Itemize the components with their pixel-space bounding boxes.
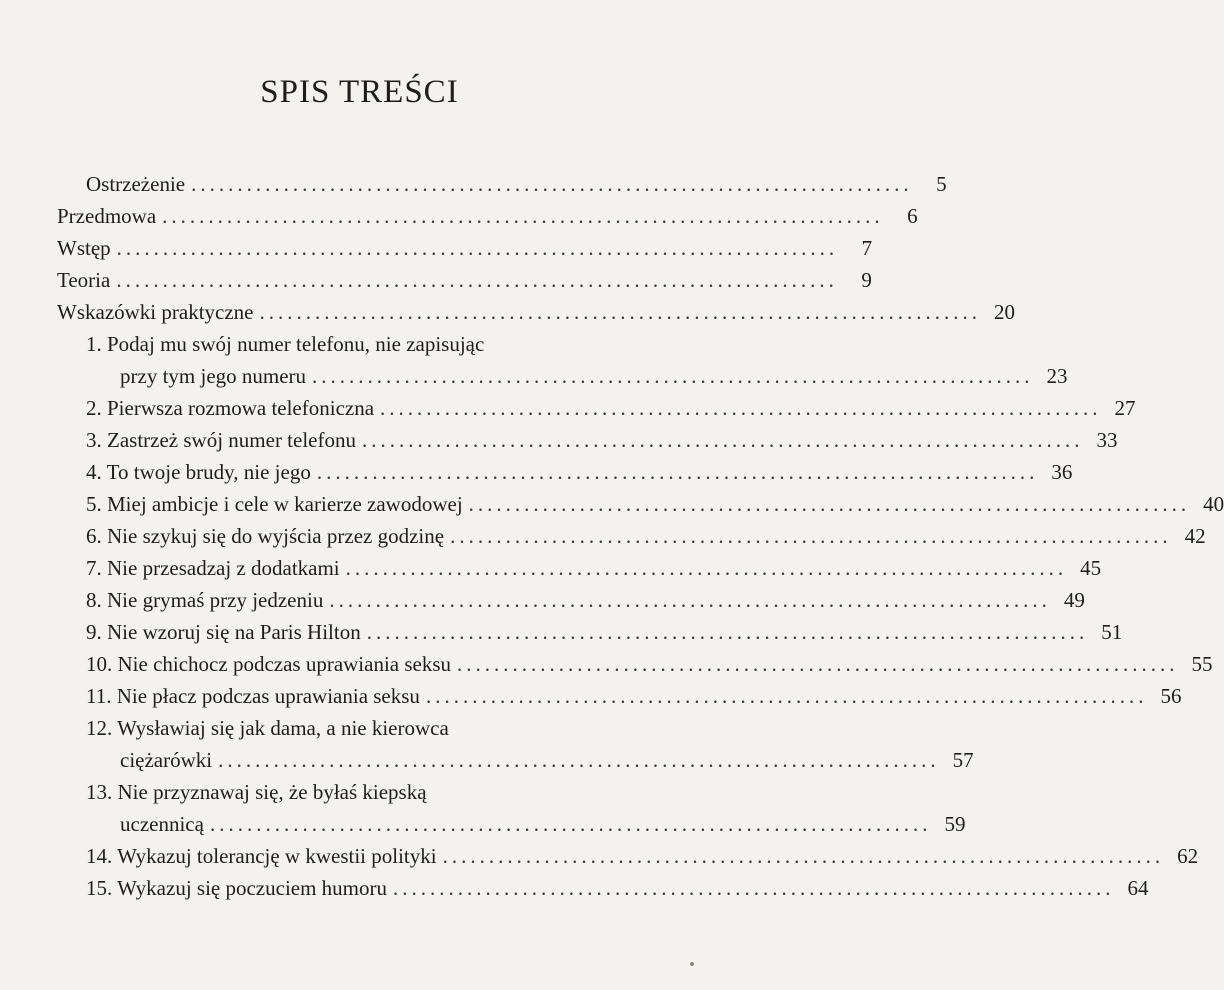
toc-entry — [57, 456, 1073, 488]
toc-entry-label-line1: 1. Podaj mu swój numer telefonu, nie zapisując — [86, 332, 485, 356]
dot-leader: .............................................................................. — [380, 396, 1102, 420]
dot-leader: .............................................................................. — [191, 172, 913, 196]
toc-entry — [57, 424, 1118, 456]
toc-entry-label: 2. Pierwsza rozmowa telefoniczna — [86, 396, 375, 420]
toc-entry-label: Przedmowa — [57, 204, 157, 228]
toc-entry-label-line2: uczennicą — [120, 812, 204, 836]
toc-entry — [57, 616, 1123, 648]
toc-entry-label: 8. Nie grymaś przy jedzeniu — [86, 588, 324, 612]
dot-leader: .............................................................................. — [329, 588, 1051, 612]
toc-entry-page: 33 — [1096, 428, 1118, 452]
toc-entry — [57, 392, 1136, 424]
toc-entry-label: 5. Miej ambicje i cele w karierze zawodowej — [86, 492, 463, 516]
dot-leader: .............................................................................. — [393, 876, 1115, 900]
toc-entry-label: 7. Nie przesadzaj z dodatkami — [86, 556, 340, 580]
toc-entry-page: 23 — [1046, 364, 1068, 388]
toc-entry — [57, 680, 1182, 712]
dot-leader: .............................................................................. — [259, 300, 981, 324]
dot-leader: .............................................................................. — [362, 428, 1084, 452]
table-of-contents — [57, 168, 1224, 904]
toc-entry-page: 62 — [1177, 844, 1199, 868]
toc-entry-page: 57 — [952, 748, 974, 772]
toc-entry — [57, 648, 1213, 680]
toc-entry-label-line1: 13. Nie przyznawaj się, że byłaś kiepską — [86, 780, 427, 804]
toc-entry — [57, 808, 966, 840]
paper-speck — [690, 962, 694, 966]
dot-leader: .............................................................................. — [366, 620, 1089, 644]
toc-entry — [57, 872, 1149, 904]
dot-leader: .............................................................................. — [316, 460, 1039, 484]
toc-entry-page: 36 — [1051, 460, 1073, 484]
dot-leader: .............................................................................. — [218, 748, 940, 772]
toc-entry-label: 3. Zastrzeż swój numer telefonu — [86, 428, 356, 452]
toc-entry-page: 6 — [907, 204, 918, 228]
toc-entry — [57, 168, 947, 200]
toc-entry-page: 42 — [1184, 524, 1206, 548]
toc-entry — [57, 584, 1085, 616]
toc-entry — [57, 744, 974, 776]
toc-entry-page: 45 — [1080, 556, 1102, 580]
toc-entry-label: 10. Nie chichocz podczas uprawiania seksu — [86, 652, 452, 676]
toc-entry-label: 4. To twoje brudy, nie jego — [86, 460, 311, 484]
toc-entry-label: 11. Nie płacz podczas uprawiania seksu — [86, 684, 420, 708]
toc-entry-label: 14. Wykazuj tolerancję w kwestii polityki — [86, 844, 437, 868]
toc-entry-page: 5 — [936, 172, 947, 196]
dot-leader: .............................................................................. — [345, 556, 1068, 580]
toc-entry-page: 49 — [1063, 588, 1085, 612]
dot-leader: .............................................................................. — [457, 652, 1179, 676]
toc-entry — [57, 488, 1224, 520]
toc-entry — [57, 264, 872, 296]
toc-entry-page: 55 — [1191, 652, 1213, 676]
toc-entry-label: 15. Wykazuj się poczuciem humoru — [86, 876, 388, 900]
toc-entry — [57, 552, 1102, 584]
toc-entry — [57, 840, 1199, 872]
toc-entry-page: 40 — [1203, 492, 1224, 516]
toc-entry — [57, 360, 1068, 392]
dot-leader: .............................................................................. — [162, 204, 884, 228]
dot-leader: .............................................................................. — [450, 524, 1172, 548]
toc-entry — [57, 232, 873, 264]
toc-entry-label: Ostrzeżenie — [86, 172, 186, 196]
dot-leader: .............................................................................. — [468, 492, 1191, 516]
dot-leader: .............................................................................. — [116, 236, 839, 260]
toc-entry-page: 7 — [861, 236, 873, 260]
toc-entry-page: 9 — [861, 268, 872, 292]
toc-entry-label: Teoria — [57, 268, 111, 292]
toc-entry-label-line2: ciężarówki — [120, 748, 213, 772]
toc-entry-page: 27 — [1114, 396, 1136, 420]
toc-entry-label: 9. Nie wzoruj się na Paris Hilton — [86, 620, 361, 644]
dot-leader: .............................................................................. — [425, 684, 1148, 708]
toc-entry-label: Wstęp — [57, 236, 111, 260]
toc-entry — [57, 520, 1206, 552]
toc-entry-label: 6. Nie szykuj się do wyjścia przez godzinę — [86, 524, 445, 548]
toc-entry-label: Wskazówki praktyczne — [57, 300, 254, 324]
toc-entry-page: 64 — [1127, 876, 1149, 900]
toc-entry-page: 56 — [1160, 684, 1182, 708]
dot-leader: .............................................................................. — [209, 812, 932, 836]
toc-entry-label-line2: przy tym jego numeru — [120, 364, 307, 388]
dot-leader: .............................................................................. — [442, 844, 1165, 868]
toc-entry-page: 20 — [994, 300, 1015, 324]
dot-leader: .............................................................................. — [116, 268, 838, 292]
toc-entry — [57, 296, 1015, 328]
dot-leader: .............................................................................. — [312, 364, 1034, 388]
toc-entry-page: 51 — [1101, 620, 1123, 644]
toc-entry-label-line1: 12. Wysławiaj się jak dama, a nie kierowca — [86, 716, 449, 740]
toc-entry — [57, 200, 918, 232]
page-title: SPIS TREŚCI — [260, 74, 459, 111]
toc-entry-page: 59 — [944, 812, 966, 836]
